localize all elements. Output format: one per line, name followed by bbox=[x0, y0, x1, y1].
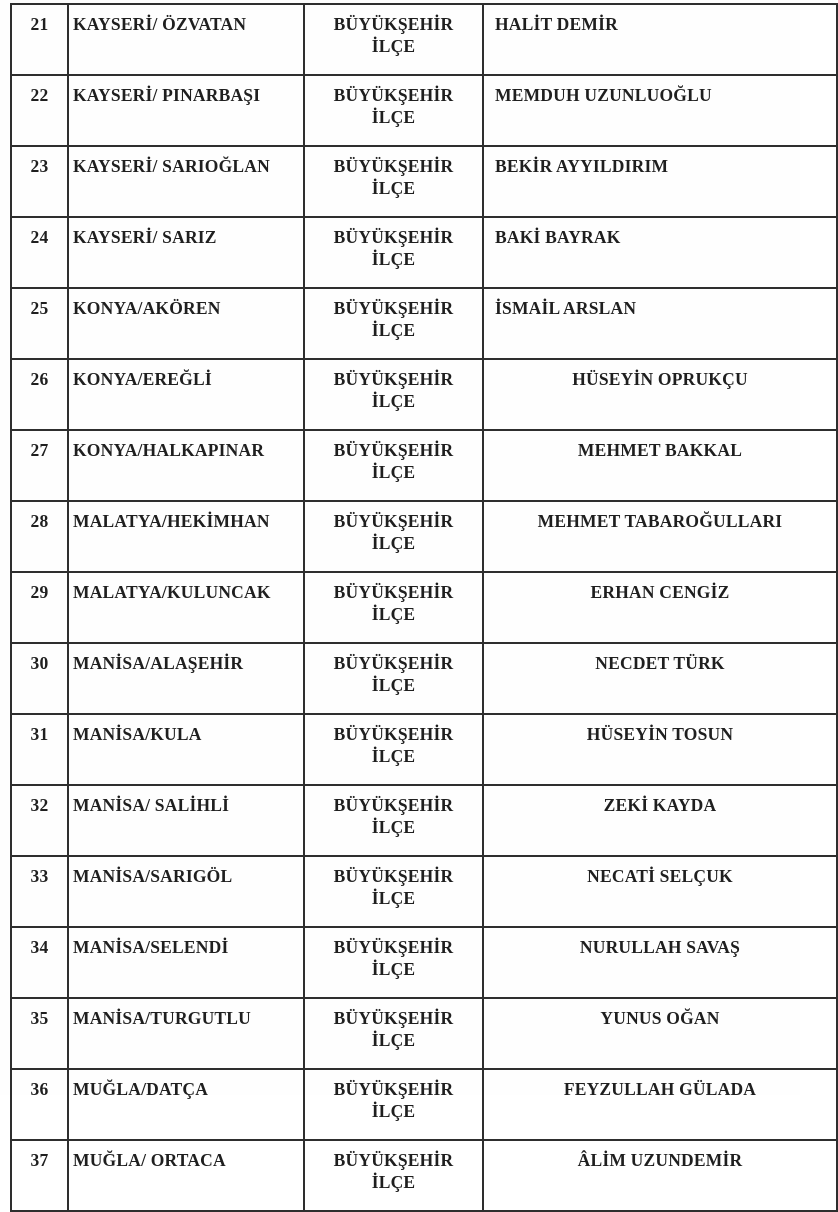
person-name-cell: FEYZULLAH GÜLADA bbox=[483, 1069, 837, 1140]
municipality-type-line2: İLÇE bbox=[371, 817, 416, 837]
province-district-cell: MANİSA/KULA bbox=[68, 714, 304, 785]
municipality-type-line2: İLÇE bbox=[371, 533, 416, 553]
row-number-cell: 30 bbox=[11, 643, 68, 714]
municipality-type-line1: BÜYÜKŞEHİR bbox=[333, 1079, 454, 1099]
table-row bbox=[11, 1140, 837, 1211]
table-row bbox=[11, 359, 837, 430]
province-district-cell: MANİSA/SELENDİ bbox=[68, 927, 304, 998]
municipality-type-line1: BÜYÜKŞEHİR bbox=[333, 298, 454, 318]
province-district-cell: KONYA/EREĞLİ bbox=[68, 359, 304, 430]
municipality-type-line2: İLÇE bbox=[371, 959, 416, 979]
province-district-cell: MUĞLA/DATÇA bbox=[68, 1069, 304, 1140]
municipality-type-line1: BÜYÜKŞEHİR bbox=[333, 369, 454, 389]
roster-table-body bbox=[11, 4, 837, 1211]
row-number-cell: 36 bbox=[11, 1069, 68, 1140]
municipality-type-line1: BÜYÜKŞEHİR bbox=[333, 440, 454, 460]
table-row bbox=[11, 572, 837, 643]
row-number-cell: 23 bbox=[11, 146, 68, 217]
municipality-type-cell bbox=[304, 359, 483, 430]
municipality-type-cell bbox=[304, 572, 483, 643]
table-row bbox=[11, 998, 837, 1069]
person-name-cell: HALİT DEMİR bbox=[483, 4, 837, 75]
municipality-type-line2: İLÇE bbox=[371, 178, 416, 198]
person-name-cell: NECATİ SELÇUK bbox=[483, 856, 837, 927]
municipality-type-line1: BÜYÜKŞEHİR bbox=[333, 653, 454, 673]
table-row bbox=[11, 4, 837, 75]
person-name-cell: NURULLAH SAVAŞ bbox=[483, 927, 837, 998]
municipality-type-line1: BÜYÜKŞEHİR bbox=[333, 795, 454, 815]
municipality-type-line1: BÜYÜKŞEHİR bbox=[333, 511, 454, 531]
roster-table bbox=[10, 3, 838, 1212]
person-name-cell: ZEKİ KAYDA bbox=[483, 785, 837, 856]
table-row bbox=[11, 501, 837, 572]
municipality-type-line2: İLÇE bbox=[371, 249, 416, 269]
municipality-type-line2: İLÇE bbox=[371, 604, 416, 624]
municipality-type-line1: BÜYÜKŞEHİR bbox=[333, 582, 454, 602]
row-number-cell: 28 bbox=[11, 501, 68, 572]
province-district-cell: MANİSA/ALAŞEHİR bbox=[68, 643, 304, 714]
municipality-type-cell bbox=[304, 927, 483, 998]
province-district-cell: MANİSA/SARIGÖL bbox=[68, 856, 304, 927]
municipality-type-cell bbox=[304, 288, 483, 359]
person-name-cell: MEHMET BAKKAL bbox=[483, 430, 837, 501]
province-district-cell: MALATYA/KULUNCAK bbox=[68, 572, 304, 643]
municipality-type-cell bbox=[304, 998, 483, 1069]
row-number-cell: 31 bbox=[11, 714, 68, 785]
person-name-cell: ÂLİM UZUNDEMİR bbox=[483, 1140, 837, 1211]
province-district-cell: KONYA/AKÖREN bbox=[68, 288, 304, 359]
province-district-cell: MALATYA/HEKİMHAN bbox=[68, 501, 304, 572]
municipality-type-cell bbox=[304, 714, 483, 785]
row-number-cell: 37 bbox=[11, 1140, 68, 1211]
person-name-cell: İSMAİL ARSLAN bbox=[483, 288, 837, 359]
row-number-cell: 34 bbox=[11, 927, 68, 998]
province-district-cell: MUĞLA/ ORTACA bbox=[68, 1140, 304, 1211]
municipality-type-line2: İLÇE bbox=[371, 1172, 416, 1192]
municipality-type-line2: İLÇE bbox=[371, 746, 416, 766]
row-number-cell: 21 bbox=[11, 4, 68, 75]
municipality-type-line2: İLÇE bbox=[371, 36, 416, 56]
person-name-cell: MEHMET TABAROĞULLARI bbox=[483, 501, 837, 572]
person-name-cell: BEKİR AYYILDIRIM bbox=[483, 146, 837, 217]
table-row bbox=[11, 856, 837, 927]
table-row bbox=[11, 927, 837, 998]
person-name-cell: BAKİ BAYRAK bbox=[483, 217, 837, 288]
municipality-type-cell bbox=[304, 501, 483, 572]
municipality-type-line1: BÜYÜKŞEHİR bbox=[333, 85, 454, 105]
municipality-type-line2: İLÇE bbox=[371, 320, 416, 340]
municipality-type-cell bbox=[304, 1140, 483, 1211]
municipality-type-line1: BÜYÜKŞEHİR bbox=[333, 156, 454, 176]
table-row bbox=[11, 288, 837, 359]
province-district-cell: MANİSA/ SALİHLİ bbox=[68, 785, 304, 856]
table-row bbox=[11, 1069, 837, 1140]
municipality-type-line1: BÜYÜKŞEHİR bbox=[333, 866, 454, 886]
municipality-type-line2: İLÇE bbox=[371, 675, 416, 695]
municipality-type-line1: BÜYÜKŞEHİR bbox=[333, 14, 454, 34]
municipality-type-line2: İLÇE bbox=[371, 462, 416, 482]
municipality-type-cell bbox=[304, 430, 483, 501]
row-number-cell: 22 bbox=[11, 75, 68, 146]
table-row bbox=[11, 785, 837, 856]
province-district-cell: KONYA/HALKAPINAR bbox=[68, 430, 304, 501]
person-name-cell: HÜSEYİN TOSUN bbox=[483, 714, 837, 785]
municipality-type-line2: İLÇE bbox=[371, 107, 416, 127]
municipality-type-cell bbox=[304, 1069, 483, 1140]
table-row bbox=[11, 146, 837, 217]
row-number-cell: 35 bbox=[11, 998, 68, 1069]
province-district-cell: KAYSERİ/ SARIOĞLAN bbox=[68, 146, 304, 217]
table-row bbox=[11, 217, 837, 288]
person-name-cell: HÜSEYİN OPRUKÇU bbox=[483, 359, 837, 430]
municipality-type-cell bbox=[304, 785, 483, 856]
person-name-cell: MEMDUH UZUNLUOĞLU bbox=[483, 75, 837, 146]
row-number-cell: 27 bbox=[11, 430, 68, 501]
municipality-type-line2: İLÇE bbox=[371, 1030, 416, 1050]
municipality-type-cell bbox=[304, 4, 483, 75]
municipality-type-line1: BÜYÜKŞEHİR bbox=[333, 724, 454, 744]
municipality-type-line2: İLÇE bbox=[371, 391, 416, 411]
row-number-cell: 26 bbox=[11, 359, 68, 430]
municipality-type-cell bbox=[304, 146, 483, 217]
municipality-type-cell bbox=[304, 643, 483, 714]
municipality-type-cell bbox=[304, 217, 483, 288]
municipality-type-line2: İLÇE bbox=[371, 1101, 416, 1121]
person-name-cell: NECDET TÜRK bbox=[483, 643, 837, 714]
municipality-type-line2: İLÇE bbox=[371, 888, 416, 908]
person-name-cell: ERHAN CENGİZ bbox=[483, 572, 837, 643]
person-name-cell: YUNUS OĞAN bbox=[483, 998, 837, 1069]
municipality-type-line1: BÜYÜKŞEHİR bbox=[333, 1150, 454, 1170]
municipality-type-line1: BÜYÜKŞEHİR bbox=[333, 1008, 454, 1028]
province-district-cell: MANİSA/TURGUTLU bbox=[68, 998, 304, 1069]
table-row bbox=[11, 643, 837, 714]
province-district-cell: KAYSERİ/ ÖZVATAN bbox=[68, 4, 304, 75]
province-district-cell: KAYSERİ/ SARIZ bbox=[68, 217, 304, 288]
row-number-cell: 32 bbox=[11, 785, 68, 856]
table-row bbox=[11, 430, 837, 501]
row-number-cell: 29 bbox=[11, 572, 68, 643]
municipality-type-line1: BÜYÜKŞEHİR bbox=[333, 937, 454, 957]
municipality-type-cell bbox=[304, 75, 483, 146]
table-row bbox=[11, 714, 837, 785]
municipality-type-cell bbox=[304, 856, 483, 927]
municipality-type-line1: BÜYÜKŞEHİR bbox=[333, 227, 454, 247]
table-row bbox=[11, 75, 837, 146]
row-number-cell: 25 bbox=[11, 288, 68, 359]
row-number-cell: 24 bbox=[11, 217, 68, 288]
row-number-cell: 33 bbox=[11, 856, 68, 927]
province-district-cell: KAYSERİ/ PINARBAŞI bbox=[68, 75, 304, 146]
